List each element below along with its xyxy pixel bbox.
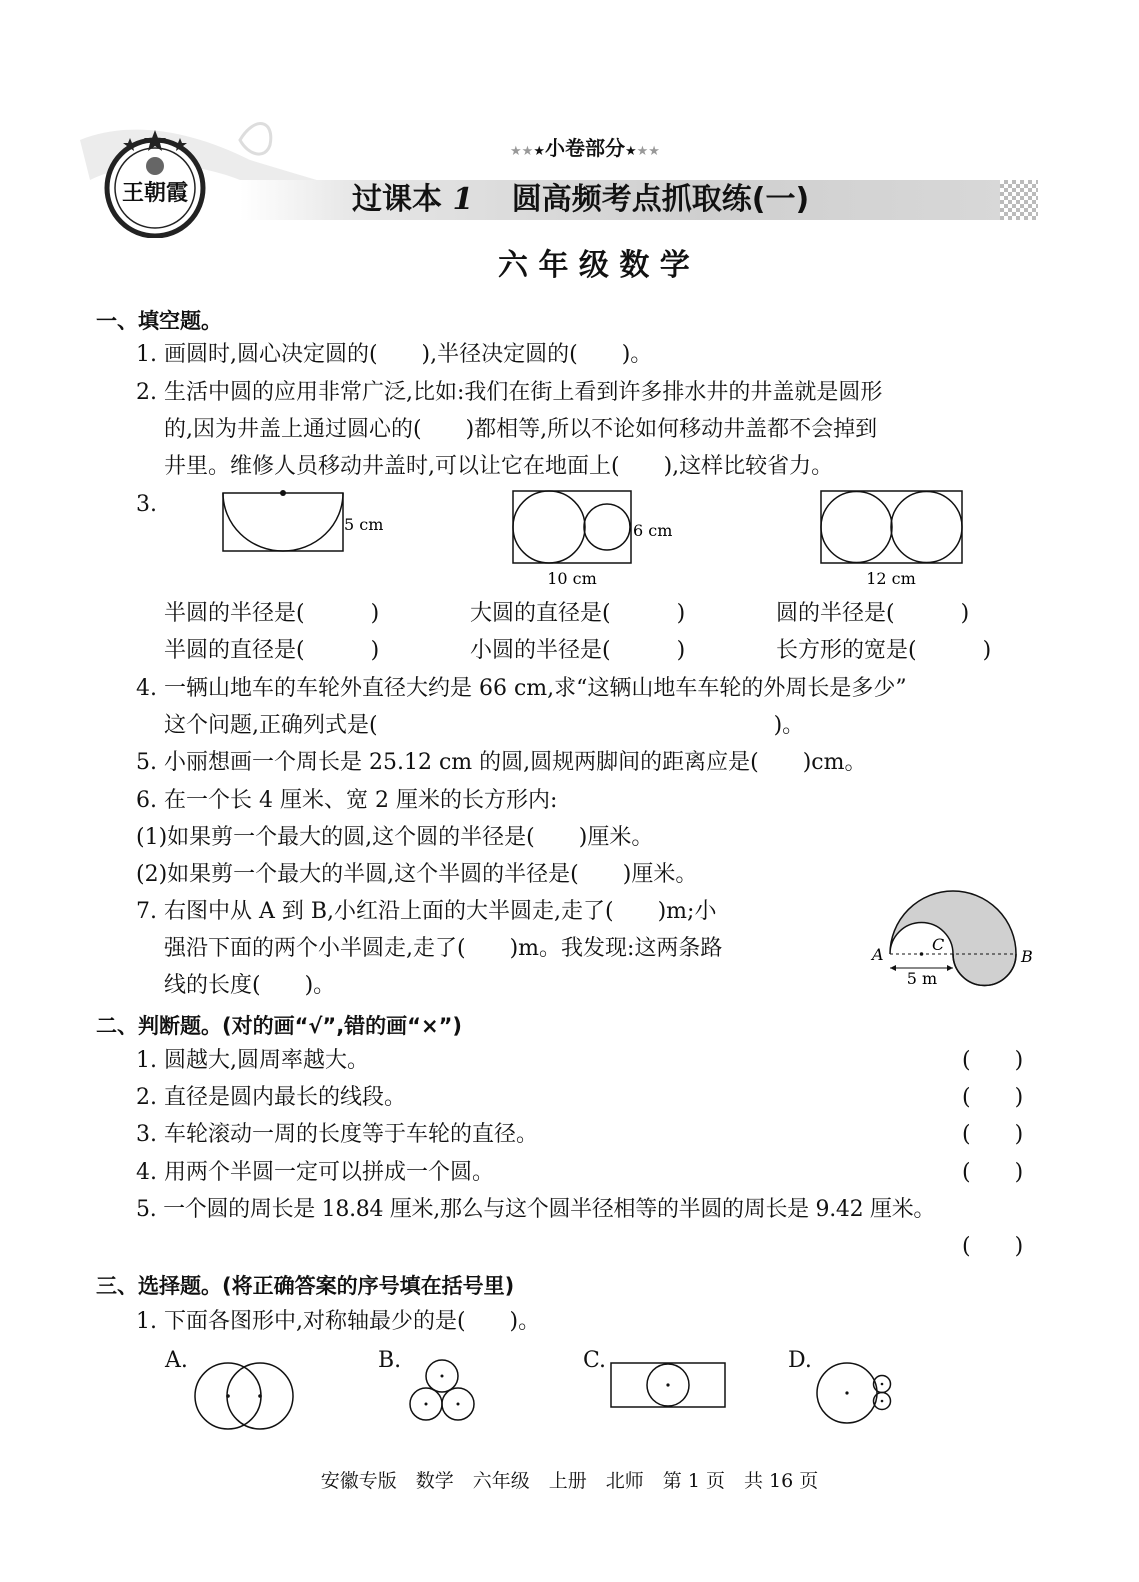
p1-q2-line3: 井里。维修人员移动井盖时,可以让它在地面上( ),这样比较省力。 <box>164 454 834 479</box>
fig3-width: 12 cm <box>866 569 916 586</box>
p2-item-3: 3. 车轮滚动一周的长度等于车轮的直径。 <box>136 1122 538 1147</box>
option-d-figure <box>812 1360 896 1426</box>
p2-answer-5[interactable]: ( ) <box>962 1234 1024 1259</box>
p1-q4-line1: 4. 一辆山地车的车轮外直径大约是 66 cm,求“这辆山地车车轮的外周长是多少” <box>136 676 907 701</box>
q7-label-c: C <box>932 935 945 954</box>
p2-item-5: 5. 一个圆的周长是 18.84 厘米,那么与这个圆半径相等的半圆的周长是 9.42 厘米。 <box>136 1197 936 1222</box>
option-b-label: B. <box>378 1348 402 1373</box>
p1-q7-line3: 线的长度( )。 <box>164 973 336 998</box>
option-d-label: D. <box>788 1348 812 1373</box>
option-c-figure <box>608 1360 730 1412</box>
q3-answer-b1: 半圆的直径是( ) <box>164 638 380 663</box>
p1-q2-line1: 2. 生活中圆的应用非常广泛,比如:我们在街上看到许多排水井的井盖就是圆形 <box>136 380 883 405</box>
q3-figure-semicircle <box>218 488 398 558</box>
fig2-width: 10 cm <box>547 569 597 586</box>
part1-heading: 一、填空题。 <box>96 309 222 333</box>
section-tag-text: 小卷部分 <box>544 136 625 160</box>
brand-logo <box>100 128 210 238</box>
series-name: 过课本 <box>352 182 442 217</box>
p2-answer-2[interactable]: ( ) <box>962 1085 1024 1110</box>
q7-label-b: B <box>1021 947 1033 966</box>
part2-heading: 二、判断题。(对的画“√”,错的画“×”) <box>96 1014 462 1038</box>
p2-answer-3[interactable]: ( ) <box>962 1122 1024 1147</box>
title-checker <box>1000 180 1038 220</box>
logo-text: 王朝霞 <box>121 180 189 206</box>
q3-answer-a3: 圆的半径是( ) <box>776 601 970 626</box>
q3-answer-b2: 小圆的半径是( ) <box>470 638 686 663</box>
page-footer: 安徽专版 数学 六年级 上册 北师 第 1 页 共 16 页 <box>320 1470 819 1492</box>
p1-q1: 1. 画圆时,圆心决定圆的( ),半径决定圆的( )。 <box>136 342 653 367</box>
p1-q7-line1: 7. 右图中从 A 到 B,小红沿上面的大半圆走,走了( )m;小 <box>136 899 717 924</box>
fig2-height: 6 cm <box>633 521 673 540</box>
page-title <box>352 180 809 220</box>
q3-figure-equal-circles <box>816 486 976 586</box>
p1-q6: 6. 在一个长 4 厘米、宽 2 厘米的长方形内: <box>136 788 558 813</box>
p2-item-2: 2. 直径是圆内最长的线段。 <box>136 1085 406 1110</box>
p1-q3-number: 3. <box>136 492 157 517</box>
q3-answer-a1: 半圆的半径是( ) <box>164 601 380 626</box>
p1-q6-1: (1)如果剪一个最大的圆,这个圆的半径是( )厘米。 <box>136 825 654 850</box>
p1-q5: 5. 小丽想画一个周长是 25.12 cm 的圆,圆规两脚间的距离应是( )cm。 <box>136 750 867 775</box>
q3-answer-a2: 大圆的直径是( ) <box>470 601 686 626</box>
p1-q6-2: (2)如果剪一个最大的半圆,这个半圆的半径是( )厘米。 <box>136 862 698 887</box>
q7-label-len: 5 m <box>906 969 938 988</box>
option-c-label: C. <box>583 1348 607 1373</box>
p2-answer-4[interactable]: ( ) <box>962 1160 1024 1185</box>
q3-figure-two-circles <box>508 486 688 586</box>
p2-answer-1[interactable]: ( ) <box>962 1048 1024 1073</box>
p2-item-1: 1. 圆越大,圆周率越大。 <box>136 1048 369 1073</box>
title-text: 圆高频考点抓取练(一) <box>511 182 810 217</box>
option-b-figure <box>404 1356 480 1426</box>
fig1-label: 5 cm <box>344 515 384 534</box>
p2-item-4: 4. 用两个半圆一定可以拼成一个圆。 <box>136 1160 494 1185</box>
part3-heading: 三、选择题。(将正确答案的序号填在括号里) <box>96 1274 515 1298</box>
section-tag: ★★★小卷部分★★★ <box>510 136 660 160</box>
p3-q1: 1. 下面各图形中,对称轴最少的是( )。 <box>136 1309 541 1334</box>
q3-answer-b3: 长方形的宽是( ) <box>776 638 992 663</box>
q7-label-a: A <box>872 945 884 964</box>
option-a-label: A. <box>165 1348 188 1373</box>
p1-q4-line2: 这个问题,正确列式是( )。 <box>164 713 805 738</box>
q7-figure <box>866 882 1046 992</box>
p1-q7-line2: 强沿下面的两个小半圆走,走了( )m。我发现:这两条路 <box>164 936 723 961</box>
subtitle: 六 年 级 数 学 <box>498 248 690 283</box>
series-number: 1 <box>452 182 474 217</box>
p1-q2-line2: 的,因为井盖上通过圆心的( )都相等,所以不论如何移动井盖都不会掉到 <box>164 417 878 442</box>
option-a-figure <box>190 1360 300 1432</box>
